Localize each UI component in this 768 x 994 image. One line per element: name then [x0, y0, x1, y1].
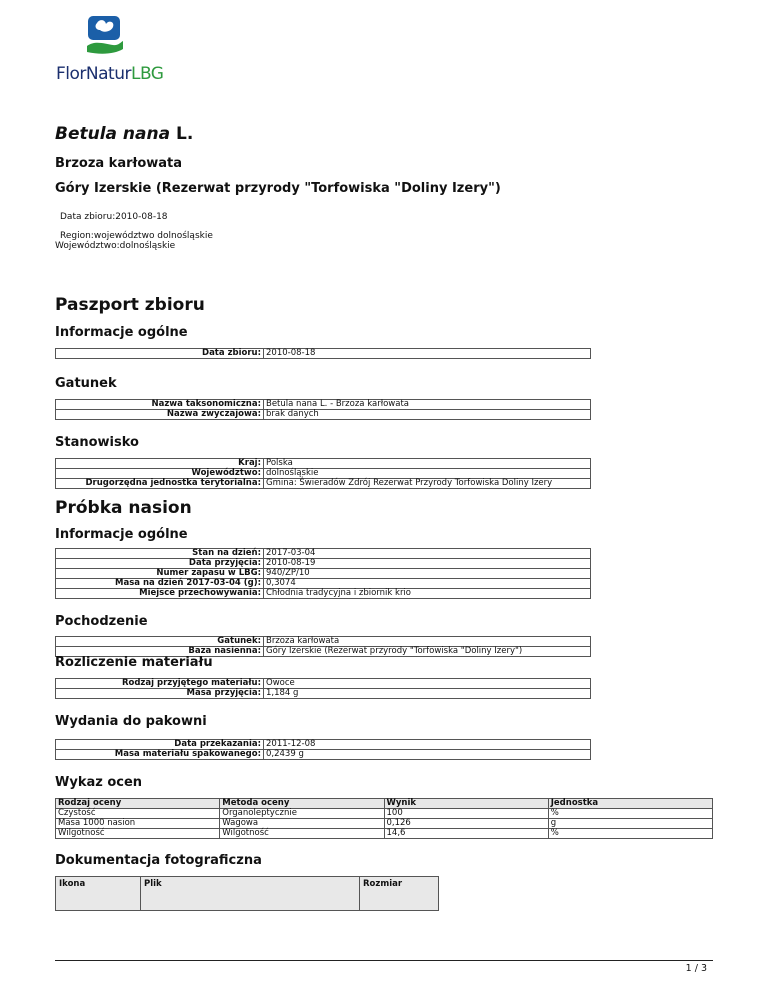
origin-heading: Pochodzenie: [55, 614, 148, 629]
species-title: Betula nana L.: [55, 124, 194, 144]
table-row: Miejsce przechowywania: Chłodnia tradycyjna i zbiornik krio: [56, 589, 591, 599]
footer-divider: [55, 960, 713, 961]
table-header-row: Ikona Plik Rozmiar: [56, 877, 439, 911]
table-row: Wilgotność Wilgotność 14,6 %: [56, 829, 713, 839]
table-row: Czystość Organoleptycznie 100 %: [56, 809, 713, 819]
table-row: Województwo: dolnośląskie: [56, 469, 591, 479]
table-row: Drugorzędna jednostka terytorialna: Gmina: Świeradów Zdrój Rezerwat Przyrody Torfowiska Doliny Izery: [56, 479, 591, 489]
species-table: [55, 399, 591, 420]
table-row: Kraj: Polska: [56, 459, 591, 469]
logo-text: FlorNaturLBG: [56, 64, 164, 84]
passport-general-heading: Informacje ogólne: [55, 325, 188, 340]
table-row: Baza nasienna: Góry Izerskie (Rezerwat przyrody "Torfowiska "Doliny Izery"): [56, 647, 591, 657]
packing-table: [55, 739, 591, 760]
settlement-heading: Rozliczenie materiału: [55, 655, 213, 670]
table-row: Data zbioru: 2010-08-18: [56, 349, 591, 359]
photos-heading: Dokumentacja fotograficzna: [55, 853, 262, 868]
table-row: Data przyjęcia: 2010-08-19: [56, 559, 591, 569]
origin-table: [55, 636, 591, 657]
voivodeship-line: Województwo:dolnośląskie: [55, 241, 176, 251]
table-row: Masa 1000 nasion Wagowa 0,126 g: [56, 819, 713, 829]
ratings-table: [55, 798, 713, 839]
photos-table: [55, 876, 439, 911]
ratings-heading: Wykaz ocen: [55, 775, 143, 790]
site-table: [55, 458, 591, 489]
passport-heading: Paszport zbioru: [55, 295, 205, 315]
table-row: Numer zapasu w LBG: 940/ZP/10: [56, 569, 591, 579]
logo: [56, 14, 176, 84]
sample-heading: Próbka nasion: [55, 498, 192, 518]
settlement-table: [55, 678, 591, 699]
page-number: 1 / 3: [685, 963, 707, 974]
common-name: Brzoza karłowata: [55, 156, 183, 171]
site-heading: Stanowisko: [55, 435, 139, 450]
table-row: Masa materiału spakowanego: 0,2439 g: [56, 750, 591, 760]
table-row: Gatunek: Brzoza karłowata: [56, 637, 591, 647]
location-title: Góry Izerskie (Rezerwat przyrody "Torfowiska "Doliny Izery"): [55, 181, 501, 196]
sample-general-heading: Informacje ogólne: [55, 527, 188, 542]
passport-general-table: [55, 348, 591, 359]
species-heading: Gatunek: [55, 376, 117, 391]
packing-heading: Wydania do pakowni: [55, 714, 207, 729]
table-row: Stan na dzień: 2017-03-04: [56, 549, 591, 559]
region-line: Region:województwo dolnośląskie: [60, 231, 213, 241]
table-header-row: Rodzaj oceny Metoda oceny Wynik Jednostka: [56, 799, 713, 809]
sample-general-table: [55, 548, 591, 599]
table-row: Data przekazania: 2011-12-08: [56, 740, 591, 750]
table-row: Nazwa zwyczajowa: brak danych: [56, 410, 591, 420]
flower-hand-icon: [85, 14, 125, 58]
collection-date: Data zbioru:2010-08-18: [60, 212, 168, 222]
table-row: Masa przyjęcia: 1,184 g: [56, 689, 591, 699]
table-row: Masa na dzień 2017-03-04 (g): 0,3074: [56, 579, 591, 589]
table-row: Rodzaj przyjętego materiału: Owoce: [56, 679, 591, 689]
table-row: Nazwa taksonomiczna: Betula nana L. - Brzoza karłowata: [56, 400, 591, 410]
